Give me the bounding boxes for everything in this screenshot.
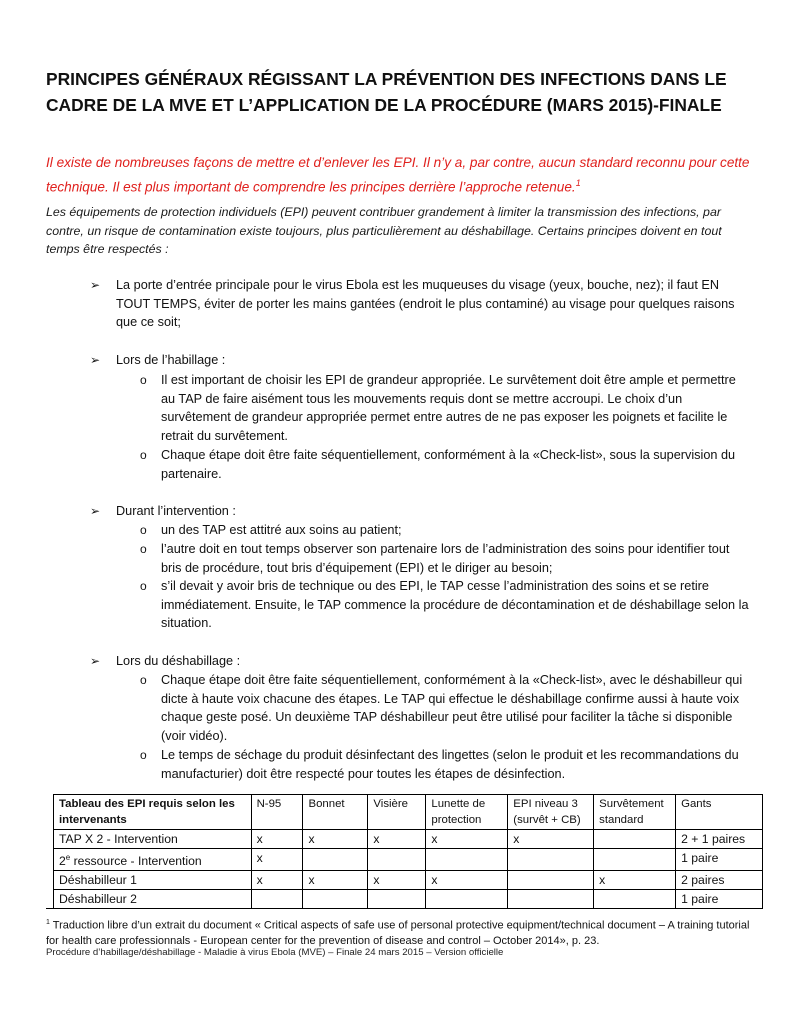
table-cell: x xyxy=(251,830,303,849)
list-item: Chaque étape doit être faite séquentiellement, conformément à la «Check-list», sous la supervision du partenaire. xyxy=(161,448,736,481)
table-cell: x xyxy=(508,830,594,849)
table-cell: x xyxy=(251,849,303,871)
table-cell xyxy=(251,890,303,909)
table-cell xyxy=(594,890,676,909)
table-header-cell: Gants xyxy=(676,795,763,830)
arrow-bullet-icon: ➢ xyxy=(90,504,101,518)
table-cell: 1 paire xyxy=(676,849,763,871)
intro-red-text: Il existe de nombreuses façons de mettre et d’enlever les EPI. Il n’y a, par contre, aucun standard reconnu pour cette technique. Il est plus important de comprendre les principes derrière l’approche retenue. xyxy=(46,155,750,195)
intro-paragraph: Les équipements de protection individuels (EPI) peuvent contribuer grandement à limiter la transmission des infections, par contre, un risque de contamination existe toujours, plus particulièrement au déshabillage. Certains principes doivent en tout temps être respectés : xyxy=(46,205,722,256)
table-cell: x xyxy=(303,871,368,890)
circle-bullet-icon: o xyxy=(140,748,147,762)
arrow-bullet-icon: ➢ xyxy=(90,654,101,668)
footnote-ref: 1 xyxy=(575,178,581,188)
table-header-cell: N-95 xyxy=(251,795,303,830)
table-cell xyxy=(303,849,368,871)
table-header-cell: EPI niveau 3 (survêt + CB) xyxy=(508,795,594,830)
table-cell: x xyxy=(368,871,426,890)
section-heading: Lors du déshabillage : xyxy=(116,654,241,668)
table-cell: x xyxy=(303,830,368,849)
list-item: Il est important de choisir les EPI de grandeur appropriée. Le survêtement doit être ample et permettre au TAP de faire aisément tous les mouvements requis dont se mettre accroupi. Le choix d’un survêtement de grandeur appropriée permet entre autres de ne pas exposer les poignets et facilite le retrait du survêtement. xyxy=(161,373,736,443)
table-cell: x xyxy=(426,871,508,890)
table-header-cell: Lunette de protection xyxy=(426,795,508,830)
title-line-1: PRINCIPES GÉNÉRAUX RÉGISSANT LA PRÉVENTION DES INFECTIONS DANS LE xyxy=(46,69,727,89)
table-cell: x xyxy=(426,830,508,849)
table-cell xyxy=(426,849,508,871)
circle-bullet-icon: o xyxy=(140,448,147,462)
table-row xyxy=(54,890,763,909)
table-cell xyxy=(594,849,676,871)
table-row-label: Déshabilleur 1 xyxy=(54,871,252,890)
label-prefix: 2 xyxy=(59,854,66,869)
table-cell xyxy=(508,849,594,871)
footnote-number: 1 xyxy=(46,919,50,926)
epi-requirements-table xyxy=(53,794,763,909)
circle-bullet-icon: o xyxy=(140,542,147,556)
table-header-row xyxy=(54,795,763,830)
section-heading: Lors de l’habillage : xyxy=(116,353,226,367)
arrow-bullet-icon: ➢ xyxy=(90,278,101,292)
table-cell xyxy=(508,890,594,909)
table-cell xyxy=(303,890,368,909)
list-item: l’autre doit en tout temps observer son partenaire lors de l’administration des soins pour identifier tout bris de procédure, tout bris d’équipement (EPI) et le diriger au besoin; xyxy=(161,542,730,575)
table-cell: x xyxy=(594,871,676,890)
document-title xyxy=(46,66,756,118)
intro-red-paragraph xyxy=(46,152,758,198)
table-cell: 2 paires xyxy=(676,871,763,890)
table-row-label: TAP X 2 - Intervention xyxy=(54,830,252,849)
table-cell: 1 paire xyxy=(676,890,763,909)
table-header-cell: Visière xyxy=(368,795,426,830)
arrow-bullet-icon: ➢ xyxy=(90,353,101,367)
table-cell xyxy=(368,849,426,871)
table-cell xyxy=(426,890,508,909)
table-cell: x xyxy=(251,871,303,890)
footnote-separator xyxy=(46,908,232,909)
table-cell: 2 + 1 paires xyxy=(676,830,763,849)
title-line-2: CADRE DE LA MVE ET L’APPLICATION DE LA PROCÉDURE (MARS 2015)-FINALE xyxy=(46,95,722,115)
circle-bullet-icon: o xyxy=(140,673,147,687)
label-text: ressource - Intervention xyxy=(70,854,202,869)
table-row-label: Déshabilleur 2 xyxy=(54,890,252,909)
table-row xyxy=(54,849,763,871)
table-cell xyxy=(594,830,676,849)
table-header-cell: Survêtement standard xyxy=(594,795,676,830)
table-row xyxy=(54,871,763,890)
table-cell xyxy=(508,871,594,890)
list-item: Chaque étape doit être faite séquentiellement, conformément à la «Check-list», avec le déshabilleur qui dicte à haute voix chacune des étapes. Le TAP qui effectue le déshabillage confirme aussi à haute voix chaque geste posé. Un deuxième TAP déshabilleur peut être utilisé pour faciliter la tâche si disponible (voir vidéo). xyxy=(161,673,743,743)
table-cell xyxy=(368,890,426,909)
circle-bullet-icon: o xyxy=(140,523,147,537)
circle-bullet-icon: o xyxy=(140,579,147,593)
footnote-text: Traduction libre d’un extrait du document « Critical aspects of safe use of personal protective equipment/technical document – A training tutorial for health care professionnals - European center for the prevention of disease and control – October 2014», p. 23. xyxy=(46,919,750,947)
list-item: s’il devait y avoir bris de technique ou des EPI, le TAP cesse l’administration des soins et se retire immédiatement. Ensuite, le TAP commence la procédure de décontamination et de déshabillage selon la situation. xyxy=(161,579,749,631)
list-item: un des TAP est attitré aux soins au patient; xyxy=(161,523,402,537)
footnote xyxy=(46,915,761,949)
label-superscript: e xyxy=(65,853,71,862)
table-row xyxy=(54,830,763,849)
table-header-cell: Tableau des EPI requis selon les intervenants xyxy=(54,795,252,830)
table-header-cell: Bonnet xyxy=(303,795,368,830)
table-row-label xyxy=(54,849,252,871)
list-item: Le temps de séchage du produit désinfectant des lingettes (selon le produit et les recommandations du manufacturier) doit être respecté pour toutes les étapes de désinfection. xyxy=(161,748,739,781)
section-text: La porte d’entrée principale pour le virus Ebola est les muqueuses du visage (yeux, bouche, nez); il faut EN TOUT TEMPS, éviter de porter les mains gantées (endroit le plus contaminé) au visage pour quelques raisons que ce soit; xyxy=(116,278,735,330)
circle-bullet-icon: o xyxy=(140,373,147,387)
page-footer: Procédure d’habillage/déshabillage - Maladie à virus Ebola (MVE) – Finale 24 mars 2015 – Version officielle xyxy=(46,947,504,958)
table-cell: x xyxy=(368,830,426,849)
section-heading: Durant l’intervention : xyxy=(116,504,236,518)
